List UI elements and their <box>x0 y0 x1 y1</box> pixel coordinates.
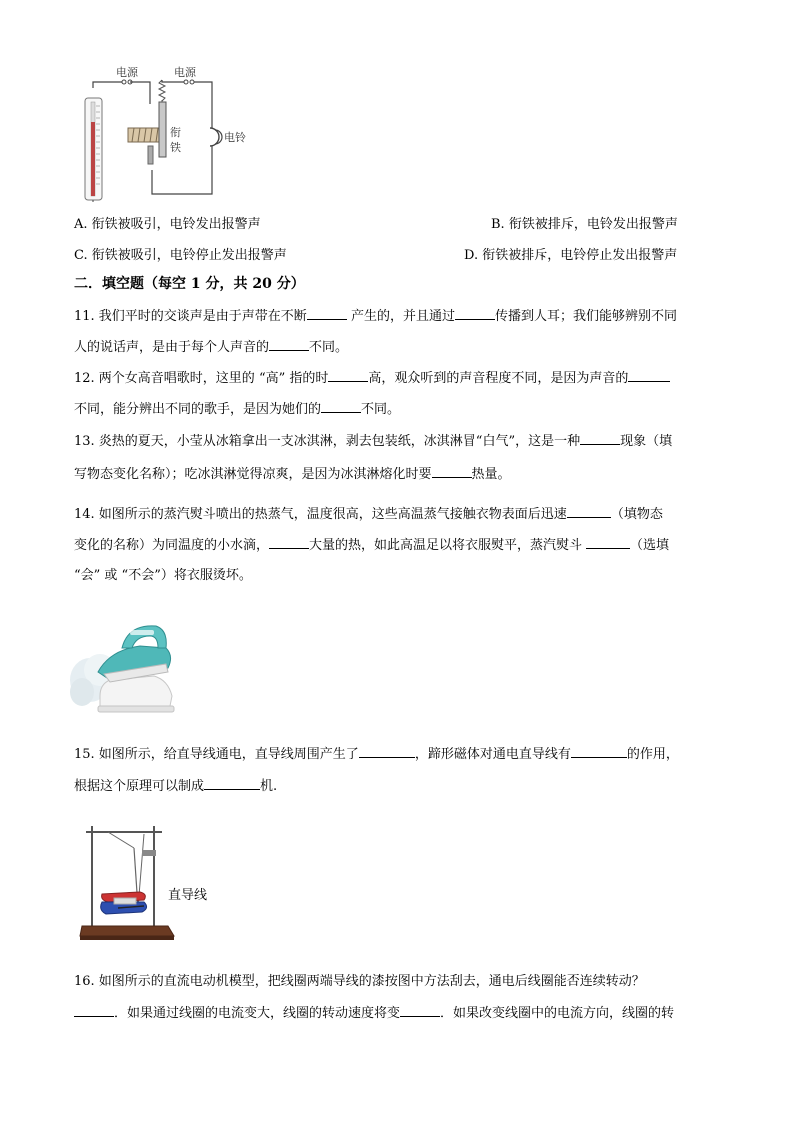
wire-magnet-figure <box>78 820 178 944</box>
q11-line2 <box>74 338 348 357</box>
blank[interactable] <box>586 536 630 549</box>
blank[interactable] <box>567 505 611 518</box>
q14-text-2: （填物态 <box>610 507 663 522</box>
q13-text-1: 13. 炎热的夏天，小莹从冰箱拿出一支冰淇淋，剥去包装纸，冰淇淋冒“白气”，这是一种 <box>74 434 581 449</box>
q14-line1 <box>74 505 663 524</box>
q14-line3: “会” 或 “不会”）将衣服烫坏。 <box>74 568 252 583</box>
blank[interactable] <box>432 465 472 478</box>
blank[interactable] <box>359 745 415 758</box>
power-label-right: 电源 <box>174 66 196 79</box>
q14-text-3: 变化的名称）为同温度的小水滴， <box>74 538 270 553</box>
q16-text-3: ．如果改变线圈中的电流方向，线圈的转 <box>440 1006 675 1021</box>
blank[interactable] <box>307 307 347 320</box>
wire-label: 直导线 <box>168 888 208 903</box>
q13-line1 <box>74 432 672 451</box>
q12-line2 <box>74 400 400 419</box>
q11-text-1: 11. 我们平时的交谈声是由于声带在不断 <box>74 309 307 324</box>
blank[interactable] <box>269 536 309 549</box>
q16-line2 <box>74 1004 674 1023</box>
q13-text-3: 写物态变化名称）；吃冰淇淋觉得凉爽，是因为冰淇淋熔化时要 <box>74 467 432 482</box>
q11-line1 <box>74 307 677 326</box>
blank[interactable] <box>204 777 260 790</box>
q14-line2 <box>74 536 669 555</box>
blank[interactable] <box>74 1004 114 1017</box>
q15-line1 <box>74 745 679 764</box>
q16-line1: 16. 如图所示的直流电动机模型，把线圈两端导线的漆按图中方法刮去，通电后线圈能否连续转动？ <box>74 974 645 989</box>
steam-iron-figure <box>70 610 180 718</box>
q11-text-2: 产生的，并且通过 <box>346 309 455 324</box>
section-title: 二．填空题（每空 1 分，共 20 分） <box>74 276 305 292</box>
q16-text-2: ．如果通过线圈的电流变大，线圈的转动速度将变 <box>114 1006 401 1021</box>
q15-text-2: ，蹄形磁体对通电直导线有 <box>414 747 571 762</box>
option-c: C. 衔铁被吸引，电铃停止发出报警声 <box>74 248 287 263</box>
bell-label: 电铃 <box>224 131 246 144</box>
q11-text-4: 人的说话声，是由于每个人声音的 <box>74 340 270 355</box>
armature-label-2: 铁 <box>170 141 181 154</box>
blank[interactable] <box>328 369 368 382</box>
blank[interactable] <box>269 338 309 351</box>
q15-text-3: 的作用， <box>626 747 679 762</box>
circuit-figure <box>76 62 266 212</box>
blank[interactable] <box>571 745 627 758</box>
q13-line2 <box>74 465 511 484</box>
option-b: B. 衔铁被排斥，电铃发出报警声 <box>491 217 678 232</box>
q12-text-2: 高，观众听到的声音程度不同，是因为声音的 <box>368 371 629 386</box>
q13-text-4: 热量。 <box>471 467 511 482</box>
q12-text-3: 不同，能分辨出不同的歌手，是因为她们的 <box>74 402 322 417</box>
q11-text-3: 传播到人耳；我们能够辨别不同 <box>494 309 677 324</box>
option-d: D. 衔铁被排斥，电铃停止发出报警声 <box>464 248 678 263</box>
blank[interactable] <box>400 1004 440 1017</box>
blank[interactable] <box>321 400 361 413</box>
q12-line1 <box>74 369 670 388</box>
q15-line2 <box>74 777 277 796</box>
blank[interactable] <box>628 369 670 382</box>
q14-text-4: 大量的热，如此高温足以将衣服熨平，蒸汽熨斗 <box>309 538 583 553</box>
q12-text-4: 不同。 <box>361 402 401 417</box>
q15-text-1: 15. 如图所示，给直导线通电，直导线周围产生了 <box>74 747 359 762</box>
q14-text-5: （选填 <box>630 538 670 553</box>
q15-text-4: 根据这个原理可以制成 <box>74 779 205 794</box>
q13-text-2: 现象（填 <box>620 434 673 449</box>
q11-text-5: 不同。 <box>309 340 349 355</box>
q12-text-1: 12. 两个女高音唱歌时，这里的 “高” 指的时 <box>74 371 329 386</box>
q15-text-5: 机. <box>260 779 278 794</box>
blank[interactable] <box>580 432 620 445</box>
q14-text-1: 14. 如图所示的蒸汽熨斗喷出的热蒸气，温度很高，这些高温蒸气接触衣物表面后迅速 <box>74 507 567 522</box>
armature-label-1: 衔 <box>170 126 181 139</box>
power-label-left: 电源 <box>116 66 138 79</box>
option-a: A. 衔铁被吸引，电铃发出报警声 <box>74 217 261 232</box>
blank[interactable] <box>455 307 495 320</box>
